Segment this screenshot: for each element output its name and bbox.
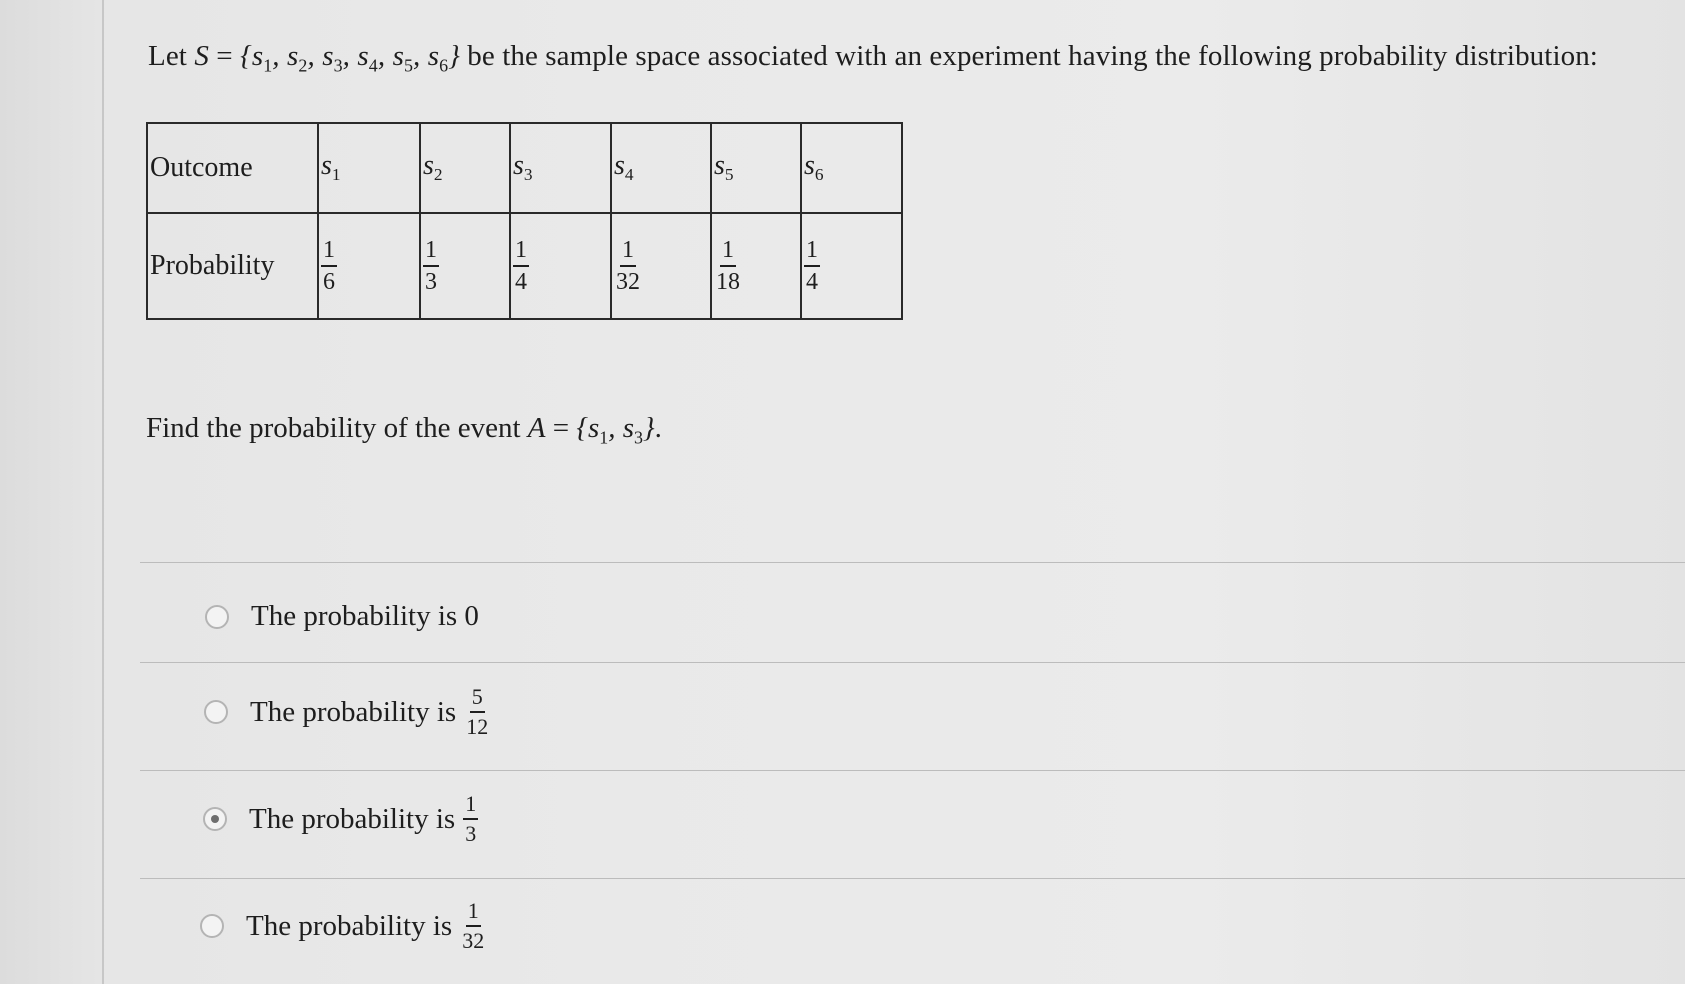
fraction-numerator: 1 [804, 238, 820, 267]
question-suffix: be the sample space associated with an experiment having the following probability distribution: [467, 40, 1598, 72]
fraction-denominator: 12 [466, 714, 489, 739]
sample-space-set: {$s_1$, $s_2$, $s_3$, $s_4$, $s_5$, $s_6$} [240, 40, 460, 76]
sample-space-name: S [194, 40, 209, 72]
fraction-denominator: 3 [465, 821, 477, 846]
radio-button[interactable] [200, 914, 224, 938]
outcome-cell: $s_4$ [611, 123, 711, 213]
radio-button[interactable] [205, 605, 229, 629]
page-left-border [102, 0, 104, 984]
outcome-header: Outcome [147, 123, 318, 213]
probability-cell [318, 213, 420, 319]
option-divider [140, 662, 1685, 663]
equals-sign: = [552, 412, 570, 444]
fraction-numerator: 1 [620, 238, 636, 267]
probability-header: Probability [147, 213, 318, 319]
option-fraction [463, 793, 478, 845]
outcome-cell: $s_1$ [318, 123, 420, 213]
fraction-denominator: 18 [716, 269, 740, 295]
probability-distribution-table [146, 122, 903, 320]
probability-cell [510, 213, 611, 319]
fraction-denominator: 32 [616, 269, 640, 295]
fraction-numerator: 1 [321, 238, 337, 267]
probability-cell [711, 213, 801, 319]
radio-button[interactable] [204, 700, 228, 724]
period: . [654, 412, 662, 444]
fraction-denominator: 32 [462, 928, 485, 953]
answer-option-4[interactable] [200, 900, 486, 952]
question-text [148, 40, 1598, 76]
fraction-numerator: 1 [466, 900, 481, 927]
fraction-denominator: 6 [323, 269, 335, 295]
answer-option-3[interactable] [203, 793, 478, 845]
fraction-numerator: 1 [513, 238, 529, 267]
fraction-numerator: 1 [423, 238, 439, 267]
outcome-row [147, 123, 902, 213]
option-fraction [464, 686, 490, 738]
event-name: A [527, 412, 546, 444]
probability-fraction [614, 238, 642, 294]
question-prefix: Let [148, 40, 187, 72]
probability-cell [611, 213, 711, 319]
fraction-numerator: 5 [470, 686, 485, 713]
option-divider [140, 878, 1685, 879]
outcome-cell: $s_5$ [711, 123, 801, 213]
probability-cell [420, 213, 510, 319]
outcome-cell: $s_3$ [510, 123, 611, 213]
option-label: The probability is [250, 695, 457, 728]
probability-row [147, 213, 902, 319]
probability-fraction [321, 238, 337, 294]
option-label: The probability is [246, 909, 453, 942]
fraction-numerator: 1 [720, 238, 736, 267]
outcome-cell: $s_2$ [420, 123, 510, 213]
equals-sign: = [216, 40, 233, 72]
fraction-numerator: 1 [463, 793, 478, 820]
answer-option-1[interactable] [205, 600, 479, 633]
option-label: The probability is [249, 802, 456, 835]
probability-cell [801, 213, 902, 319]
probability-fraction [423, 238, 439, 294]
outcome-cell: $s_6$ [801, 123, 902, 213]
option-fraction [460, 900, 486, 952]
option-divider [140, 562, 1685, 563]
find-text: Find the probability of the event [146, 412, 521, 444]
find-probability-prompt [146, 412, 662, 448]
fraction-denominator: 4 [515, 269, 527, 295]
radio-button-selected[interactable] [203, 807, 227, 831]
probability-fraction [513, 238, 529, 294]
event-set: {$s_1$, $s_3$} [576, 412, 655, 448]
probability-fraction [714, 238, 742, 294]
fraction-denominator: 4 [806, 269, 818, 295]
answer-option-2[interactable] [204, 686, 490, 738]
option-divider [140, 770, 1685, 771]
fraction-denominator: 3 [425, 269, 437, 295]
option-label: The probability is 0 [251, 600, 479, 632]
probability-fraction [804, 238, 820, 294]
